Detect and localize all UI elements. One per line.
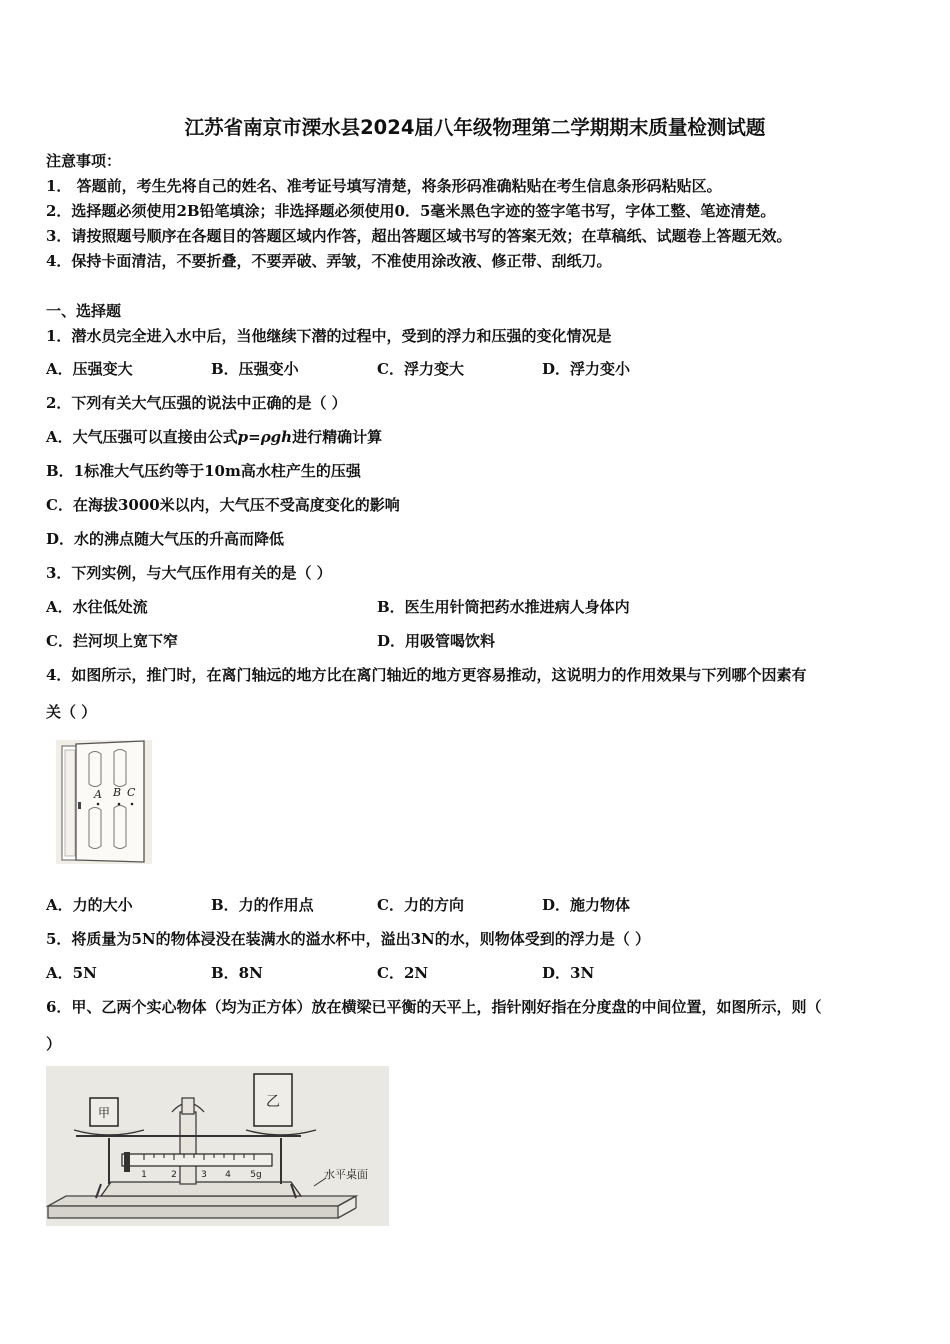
door-label-b: B: [113, 786, 122, 799]
q2-option-c: C．在海拔3000米以内，大气压不受高度变化的影响: [46, 496, 400, 514]
q5-option-b: B．8N: [211, 964, 263, 982]
q5-option-d: D．3N: [542, 964, 595, 982]
question-6-stem: 6．甲、乙两个实心物体（均为正方体）放在横梁已平衡的天平上，指针刚好指在分度盘的中间位置，如图所示，则（: [46, 998, 822, 1016]
question-5-stem: 5．将质量为5N的物体浸没在装满水的溢水杯中，溢出3N的水，则物体受到的浮力是（ ）: [46, 930, 650, 948]
notice-item: 2．选择题必须使用2B铅笔填涂；非选择题必须使用0．5毫米黑色字迹的签字笔书写，字体工整、笔迹清楚。: [46, 202, 776, 220]
q1-option-c: C．浮力变大: [377, 360, 464, 378]
q2-option-d: D．水的沸点随大气压的升高而降低: [46, 530, 285, 548]
section-heading: 一、选择题: [46, 302, 122, 320]
formula: p=ρgh: [237, 428, 293, 446]
q4-option-c: C．力的方向: [377, 896, 464, 914]
page-title: 江苏省南京市溧水县2024届八年级物理第二学期期末质量检测试题: [184, 116, 766, 139]
question-6-stem-cont: ）: [46, 1035, 62, 1053]
q3-option-b: B．医生用针筒把药水推进病人身体内: [377, 598, 630, 616]
q2-option-b: B．1标准大气压约等于10m高水柱产生的压强: [46, 462, 361, 480]
q1-option-d: D．浮力变小: [542, 360, 631, 378]
q5-option-a: A．5N: [46, 964, 97, 982]
table-label: 水平桌面: [324, 1168, 368, 1181]
question-1-stem: 1．潜水员完全进入水中后，当他继续下潜的过程中，受到的浮力和压强的变化情况是: [46, 327, 612, 345]
label-jia: 甲: [97, 1106, 111, 1120]
q4-option-b: B．力的作用点: [211, 896, 314, 914]
question-2-stem: 2．下列有关大气压强的说法中正确的是（ ）: [46, 394, 347, 412]
door-label-a: A: [94, 788, 102, 801]
balance-figure: [46, 1066, 389, 1226]
scale-tick-5g: 5g: [250, 1170, 262, 1180]
q1-option-b: B．压强变小: [211, 360, 299, 378]
notice-item: 3．请按照题号顺序在各题目的答题区域内作答，超出答题区域书写的答案无效；在草稿纸、试题卷上答题无效。: [46, 227, 792, 245]
notice-item: 4．保持卡面清洁，不要折叠，不要弄破、弄皱，不准使用涂改液、修正带、刮纸刀。: [46, 252, 612, 270]
q1-option-a: A．压强变大: [46, 360, 133, 378]
q2-option-a-text-end: 进行精确计算: [292, 428, 383, 446]
question-4-stem: 4．如图所示，推门时，在离门轴远的地方比在离门轴近的地方更容易推动，这说明力的作用效果与下列哪个因素有: [46, 666, 807, 684]
q2-option-a-text: A．大气压强可以直接由公式: [46, 428, 238, 446]
q3-option-d: D．用吸管喝饮料: [377, 632, 496, 650]
question-4-stem-cont: 关（ ）: [46, 703, 97, 721]
door-figure: [56, 740, 152, 864]
scale-tick-1: 1: [141, 1170, 147, 1180]
scale-tick-3: 3: [201, 1170, 207, 1180]
notice-item: 1． 答题前，考生先将自己的姓名、准考证号填写清楚，将条形码准确粘贴在考生信息条形码粘贴区。: [46, 177, 722, 195]
q2-option-a: [46, 427, 382, 447]
scale-tick-4: 4: [225, 1170, 231, 1180]
q4-option-a: A．力的大小: [46, 896, 133, 914]
q5-option-c: C．2N: [377, 964, 429, 982]
label-yi: 乙: [266, 1094, 280, 1110]
q3-option-a: A．水往低处流: [46, 598, 148, 616]
door-label-c: C: [127, 786, 136, 799]
q4-option-d: D．施力物体: [542, 896, 631, 914]
question-3-stem: 3．下列实例，与大气压作用有关的是（ ）: [46, 564, 332, 582]
scale-tick-2: 2: [171, 1170, 177, 1180]
q3-option-c: C．拦河坝上宽下窄: [46, 632, 178, 650]
notice-heading: 注意事项：: [46, 152, 122, 170]
